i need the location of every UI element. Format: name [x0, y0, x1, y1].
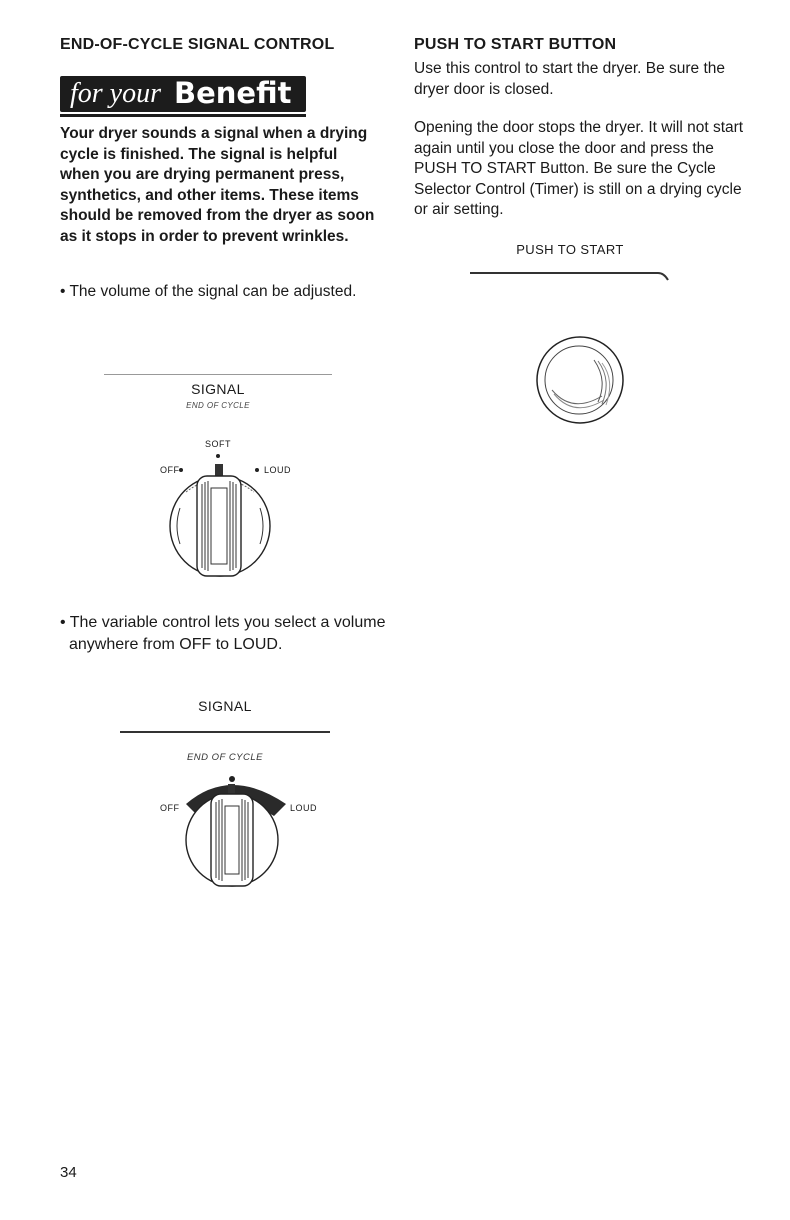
figure-2-title: SIGNAL	[198, 698, 252, 714]
figure-1-rule	[104, 374, 332, 375]
figure-2-rule	[120, 731, 330, 733]
section-heading-signal: END-OF-CYCLE SIGNAL CONTROL	[60, 36, 335, 53]
section-heading-push-to-start: PUSH TO START BUTTON	[414, 36, 617, 53]
push-to-start-para-1: Use this control to start the dryer. Be sure the dryer door is closed.	[414, 60, 726, 98]
figure-1-loud-label: LOUD	[264, 465, 292, 475]
figure-2-subtitle: END OF CYCLE	[186, 752, 264, 763]
figure-1-subtitle: END OF CYCLE	[186, 401, 250, 410]
bullet-variable-control: • The variable control lets you select a volume anywhere from OFF to LOUD.	[60, 614, 386, 653]
figure-1-soft-label: SOFT	[205, 439, 231, 449]
for-your-benefit-badge	[60, 76, 306, 116]
bullet-volume-adjust: • The volume of the signal can be adjusted.	[60, 283, 357, 300]
figure-2-off-label: OFF	[160, 803, 180, 813]
push-to-start-para-2: Opening the door stops the dryer. It will not start again until you close the door and press the PUSH TO START Button. Be sure the Cycle Selector Control (Timer) is still on a drying cycle or air setting.	[414, 119, 744, 219]
signal-knob-1[interactable]	[150, 448, 290, 588]
page-number: 34	[60, 1164, 77, 1181]
push-to-start-rule	[468, 268, 674, 286]
figure-1-title: SIGNAL	[191, 381, 245, 397]
figure-2-loud-label: LOUD	[290, 803, 318, 813]
badge-italic-text: for your	[70, 78, 161, 109]
push-to-start-figure-label: PUSH TO START	[516, 242, 624, 257]
benefit-paragraph: Your dryer sounds a signal when a drying cycle is finished. The signal is helpful when you are drying permanent press, synthetics, and other items. These items should be removed from the dryer as soon as it stops in order to prevent wrinkles.	[60, 125, 375, 245]
signal-knob-2[interactable]	[170, 770, 300, 890]
push-to-start-button[interactable]	[532, 330, 628, 430]
badge-bold-text: Benefit	[174, 76, 292, 110]
figure-1-off-label: OFF	[160, 465, 180, 475]
